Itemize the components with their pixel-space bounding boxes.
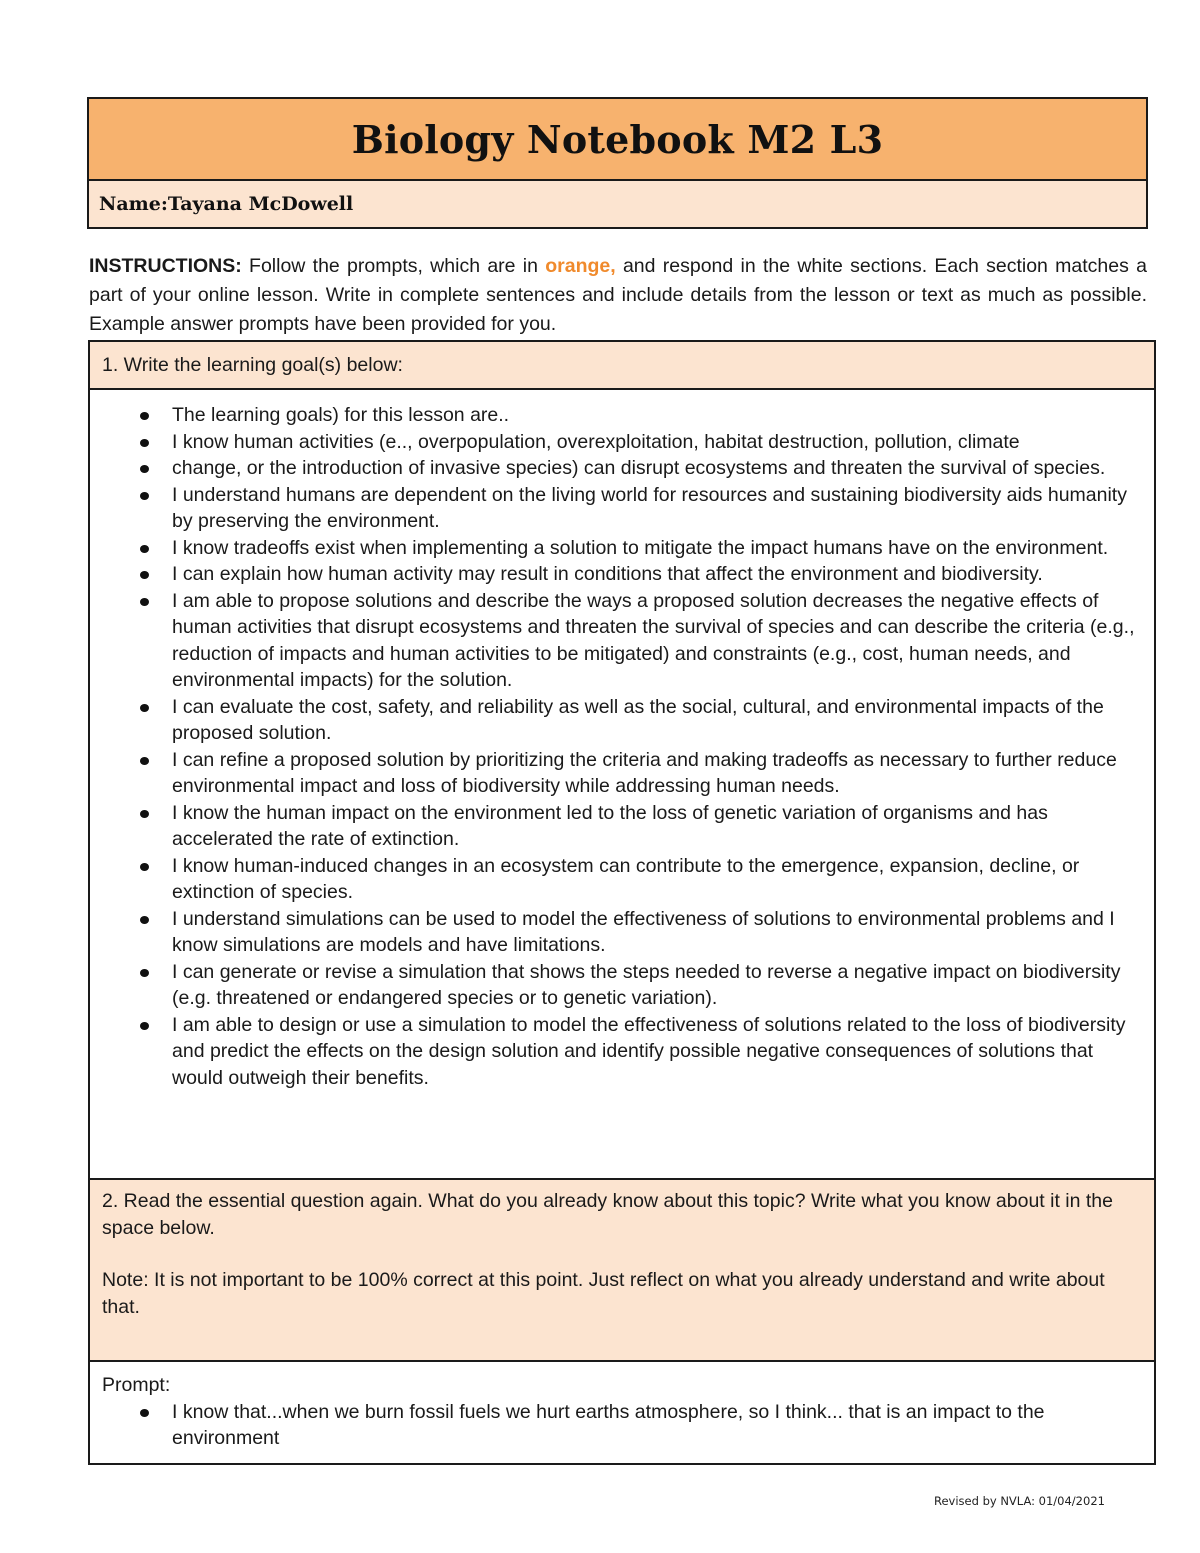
- section-1-prompt-text: 1. Write the learning goal(s) below:: [102, 354, 403, 376]
- name-field[interactable]: Name:Tayana McDowell: [89, 181, 1146, 227]
- learning-goal-item: [90, 694, 1144, 747]
- section-1-answer[interactable]: [90, 390, 1156, 1180]
- bullet-icon: [140, 704, 149, 712]
- learning-goal-item-text: I understand simulations can be used to model the effectiveness of solutions to environmental problems and I know simulations are models and have limitations.: [172, 907, 1115, 956]
- learning-goal-item: [90, 959, 1144, 1012]
- notebook-table: [88, 340, 1156, 1465]
- bullet-icon: [140, 545, 149, 553]
- learning-goal-item: [90, 429, 1144, 456]
- learning-goal-item: [90, 906, 1144, 959]
- learning-goal-item: [90, 482, 1144, 535]
- bullet-icon: [140, 465, 149, 473]
- learning-goal-item-text: I can refine a proposed solution by prioritizing the criteria and making tradeoffs as necessary to further reduce environmental impact and loss of biodiversity while addressing human needs.: [172, 748, 1117, 797]
- learning-goal-item-text: I know tradeoffs exist when implementing a solution to mitigate the impact humans have on the environment.: [172, 536, 1109, 559]
- learning-goal-item: [90, 535, 1144, 562]
- prompt-answer-item: [102, 1399, 1144, 1452]
- instructions: [89, 252, 1147, 339]
- bullet-icon: [140, 757, 149, 765]
- learning-goals-list: [90, 402, 1144, 1091]
- section-2-note: Note: It is not important to be 100% correct at this point. Just reflect on what you already understand and write about that.: [102, 1269, 1105, 1318]
- learning-goal-item: [90, 588, 1144, 694]
- learning-goal-item: [90, 853, 1144, 906]
- prompt-answer-item-text: I know that...when we burn fossil fuels we hurt earths atmosphere, so I think... that is an impact to the environment: [172, 1400, 1045, 1449]
- learning-goal-item-text: I know human activities (e.., overpopulation, overexploitation, habitat destruction, pollution, climate: [172, 430, 1020, 453]
- bullet-icon: [140, 916, 149, 924]
- bullet-icon: [140, 863, 149, 871]
- learning-goal-item-text: I understand humans are dependent on the living world for resources and sustaining biodiversity aids humanity by preserving the environment.: [172, 483, 1127, 532]
- learning-goal-item-text: I can generate or revise a simulation that shows the steps needed to reverse a negative impact on biodiversity (e.g. threatened or endangered species or to genetic variation).: [172, 960, 1121, 1009]
- prompt-label: Prompt:: [102, 1374, 171, 1396]
- learning-goal-item-text: I can evaluate the cost, safety, and reliability as well as the social, cultural, and environmental impacts of the proposed solution.: [172, 695, 1104, 744]
- instructions-orange-word: orange,: [545, 255, 616, 277]
- learning-goal-item: [90, 1012, 1144, 1092]
- revision-note: Revised by NVLA: 01/04/2021: [934, 1494, 1105, 1508]
- instructions-text-1: Follow the prompts, which are in: [241, 255, 546, 277]
- prompt-answer-list: [102, 1399, 1144, 1452]
- header-table: [87, 97, 1148, 229]
- bullet-icon: [140, 1409, 149, 1417]
- section-2-prompt: [90, 1180, 1156, 1362]
- section-1-prompt: [90, 342, 1156, 390]
- section-2-prompt-text: 2. Read the essential question again. What do you already know about this topic? Write what you know about it in the space below.: [102, 1190, 1114, 1239]
- learning-goal-item-text: I know human-induced changes in an ecosystem can contribute to the emergence, expansion, decline, or extinction of species.: [172, 854, 1080, 903]
- learning-goal-item-text: I know the human impact on the environment led to the loss of genetic variation of organisms and has accelerated the rate of extinction.: [172, 801, 1048, 850]
- learning-goal-item-text: change, or the introduction of invasive species) can disrupt ecosystems and threaten the survival of species.: [172, 457, 1106, 479]
- bullet-icon: [140, 969, 149, 977]
- learning-goal-item-text: The learning goals) for this lesson are..: [172, 404, 510, 426]
- page-title: Biology Notebook M2 L3: [351, 116, 884, 162]
- learning-goal-item: [90, 455, 1144, 482]
- instructions-lead: INSTRUCTIONS:: [89, 255, 242, 277]
- section-2-answer[interactable]: [90, 1362, 1156, 1465]
- bullet-icon: [140, 492, 149, 500]
- learning-goal-item-text: I am able to propose solutions and describe the ways a proposed solution decreases the negative effects of human activities that disrupt ecosystems and threaten the survival of species and can describe the criteria (e.g., reduction of impacts and human activities to be mitigated) and constraints (e.g., cost, human needs, and environmental impacts) for the solution.: [172, 589, 1135, 691]
- instructions-text-2: and respond in the white sections. Each section matches a part of your online lesson. Write in complete sentences and include details from the lesson or text as much as possible. Example answer prompts have been provided for you.: [89, 255, 1147, 335]
- bullet-icon: [140, 571, 149, 579]
- learning-goal-item: [90, 800, 1144, 853]
- learning-goal-item: [90, 561, 1144, 588]
- bullet-icon: [140, 810, 149, 818]
- learning-goal-item: [90, 402, 1144, 429]
- learning-goal-item: [90, 747, 1144, 800]
- bullet-icon: [140, 412, 149, 420]
- bullet-icon: [140, 598, 149, 606]
- learning-goal-item-text: I am able to design or use a simulation to model the effectiveness of solutions related to the loss of biodiversity and predict the effects on the design solution and identify possible negative consequences of solutions that would outweigh their benefits.: [172, 1013, 1126, 1089]
- bullet-icon: [140, 1022, 149, 1030]
- title-cell: [89, 99, 1146, 181]
- bullet-icon: [140, 439, 149, 447]
- learning-goal-item-text: I can explain how human activity may result in conditions that affect the environment and biodiversity.: [172, 563, 1043, 585]
